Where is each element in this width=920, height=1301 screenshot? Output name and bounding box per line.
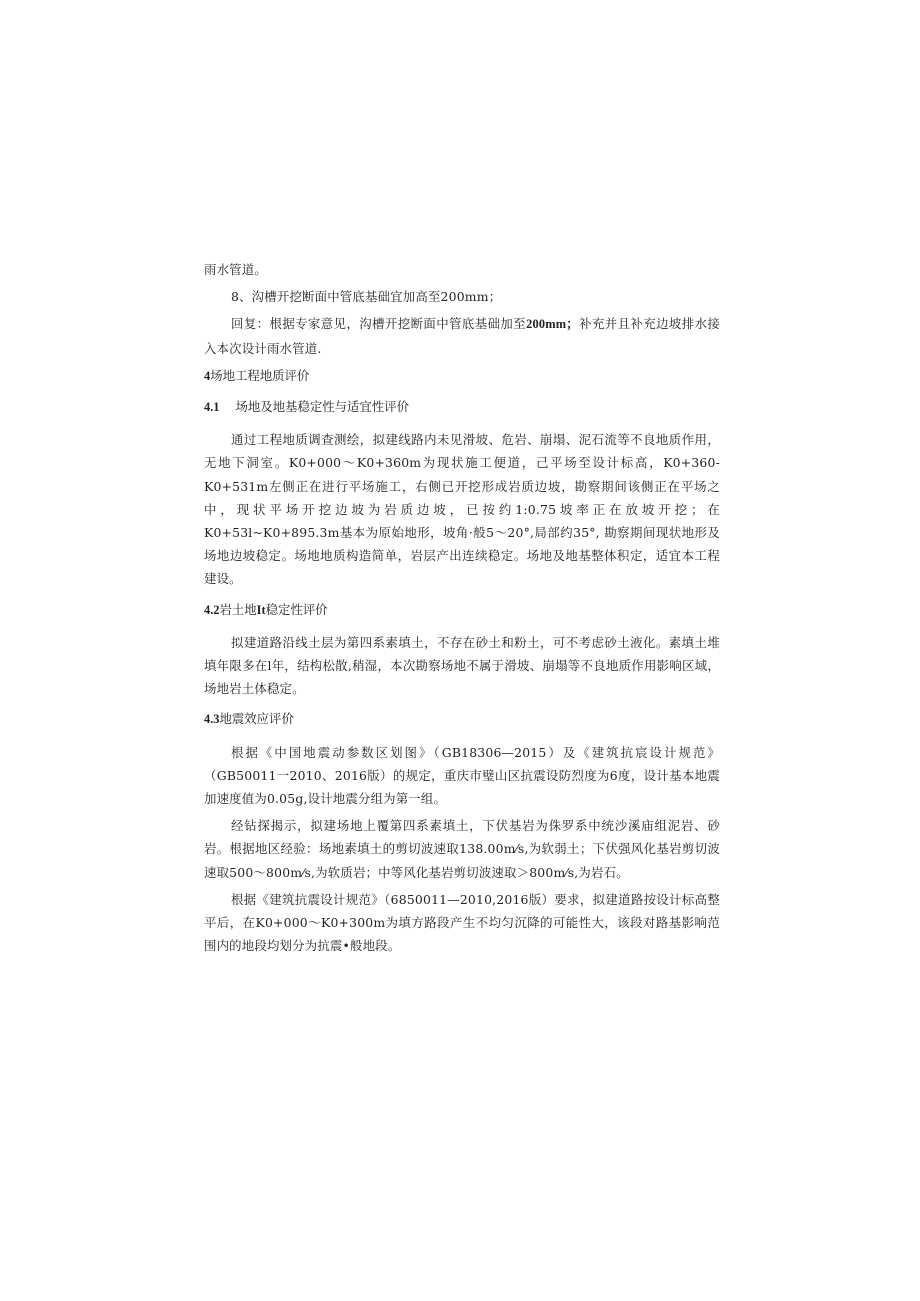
reply-text-strong: 200mm； — [526, 317, 579, 332]
paragraph-text: 经钻探揭示，拟建场地上覆第四系素填土，下伏基岩为侏罗系中统沙溪庙组泥岩、砂岩。根据地区经验：场地素填土的剪切波速取138.00m⁄s,为软弱土；下伏强风化基岩剪切波速取500～800m⁄s,为软质岩；中等风化基岩剪切波速取＞800m⁄s,为岩石。 — [204, 818, 720, 880]
heading-text: 场地工程地质评价 — [210, 367, 310, 383]
heading-number: 4.3 — [204, 712, 220, 727]
heading-number: 4.2 — [204, 602, 220, 617]
heading-number: 4.1 — [204, 400, 220, 415]
heading-4-2 — [204, 598, 720, 622]
reply-text-c: 补充并且补充边坡排水接入本次设计雨水管道. — [204, 316, 721, 356]
paragraph-text: 通过工程地质调查测绘，拟建线路内未见滑坡、危岩、崩塌、泥石流等不良地质作用，无地下洞室。K0+000～K0+360m为现状施工便道，己平场至设计标高，K0+360-K0+531m左侧正在进行平场施工，右侧已开挖形成岩质边坡，勘察期间该侧正在平场之中，现状平场开挖边坡为岩质边坡，已按约1:0.75坡率正在放坡开挖；在K0+53l~K0+895.3m基本为原始地形，坡角·般5～20°,局部约35°, 勘察期间现状地形及场地边坡稳定。场地地质构造简单，岩层产出连续稳定。场地及地基整体积定，适宜本工程建设。 — [204, 432, 720, 587]
heading-text: 场地及地基稳定性与适宜性评价 — [235, 399, 409, 415]
heading-text-a: 岩土地 — [219, 601, 257, 617]
reply-text-a: 回复：根据专家意见，沟槽开挖断面中管底基础加至 — [231, 316, 527, 332]
paragraph-continuation — [204, 258, 720, 281]
heading-text-c: 稳定性评价 — [265, 601, 328, 617]
heading-text-b: It — [256, 602, 266, 617]
paragraph-text: 根据《建筑抗震设计规范》（6850011—2010,2016版）要求，拟建道路按设计标高整平后，在K0+000～K0+300m为填方路段产生不均匀沉降的可能性大，该段对路基影响范围内的地段均划分为抗震•般地段。 — [204, 891, 720, 954]
paragraph-4-2 — [204, 631, 720, 701]
paragraph-text: 拟建道路沿线土层为第四系素填土，不存在砂土和粉土，可不考虑砂土液化。素填土堆填年限多在l年，结构松散,稍湿，本次勘察场地不属于滑坡、崩塌等不良地质作用影响区域，场地岩土体稳定。 — [204, 634, 720, 697]
heading-4 — [204, 364, 720, 388]
heading-4-1 — [204, 395, 720, 419]
paragraph-4-1 — [204, 428, 720, 590]
heading-number: 4 — [204, 368, 211, 383]
document-body — [204, 258, 720, 957]
paragraph-4-3-3 — [204, 888, 720, 958]
paragraph-text: 8、沟槽开挖断面中管底基础宜加高至200mm； — [231, 289, 502, 305]
paragraph-reply — [204, 312, 720, 359]
paragraph-item-8 — [204, 285, 720, 308]
heading-text: 地震效应评价 — [219, 711, 294, 727]
paragraph-text: 根据《中国地震动参数区划图》（GB18306—2015）及《建筑抗宸设计规范》（GB50011一2010、2016版）的规定，重庆市璧山区抗震设防烈度为6度，设计基本地震加速度值为0.05g,设计地震分组为第一组。 — [204, 744, 720, 807]
heading-4-3 — [204, 707, 720, 731]
paragraph-4-3-2 — [204, 814, 720, 884]
paragraph-4-3-1 — [204, 741, 720, 811]
paragraph-text: 雨水管道。 — [204, 262, 267, 277]
